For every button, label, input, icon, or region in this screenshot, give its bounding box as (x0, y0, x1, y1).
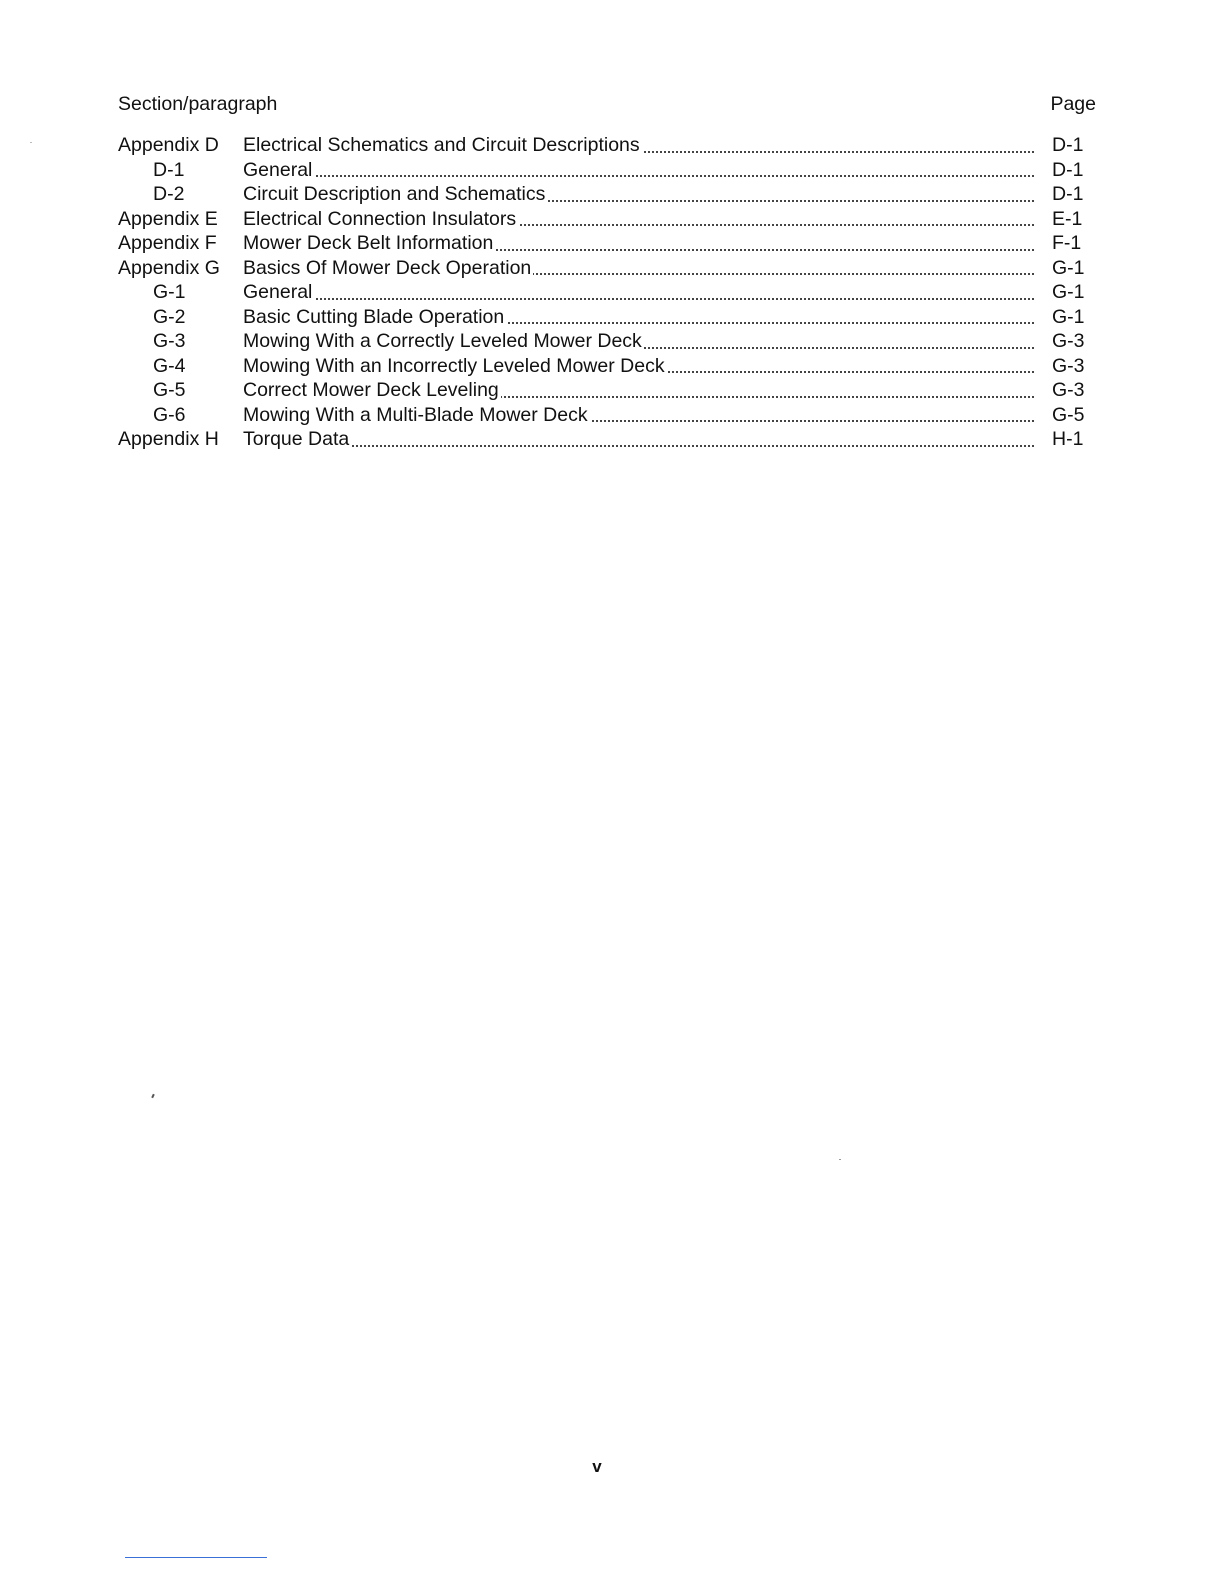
toc-entry-title-leader (243, 329, 1034, 354)
toc-entry-page: G-1 (1052, 305, 1085, 328)
toc-entry-page: G-1 (1052, 256, 1085, 279)
scan-speck (839, 1159, 841, 1160)
toc-entry-title: Basics Of Mower Deck Operation (243, 256, 532, 279)
toc-entry-title-leader (243, 182, 1034, 207)
toc-entry-number: G-6 (153, 403, 186, 426)
dot-leader (243, 445, 1034, 447)
toc-entry-title: Mowing With a Multi-Blade Mower Deck (243, 403, 588, 426)
toc-entry[interactable] (118, 378, 1088, 403)
toc-entry-number: Appendix D (118, 134, 219, 156)
toc-entry-page: G-5 (1052, 403, 1085, 426)
toc-entry-page: G-3 (1052, 330, 1085, 352)
toc-entry[interactable] (118, 403, 1088, 428)
footer-rule (125, 1557, 267, 1558)
toc-entry-title: Electrical Connection Insulators (243, 207, 517, 230)
toc-entry-number: G-1 (153, 281, 186, 303)
toc-entry-number: Appendix G (118, 256, 220, 279)
section-paragraph-heading: Section/paragraph (118, 93, 278, 115)
toc-entry-title-leader (243, 133, 1034, 158)
toc-entry-number: Appendix H (118, 428, 219, 450)
page-heading: Page (1050, 93, 1096, 115)
page-number: v (592, 1457, 602, 1476)
toc-entry-page: G-1 (1052, 281, 1085, 303)
toc-entry-title: Electrical Schematics and Circuit Descriptions (243, 134, 640, 156)
toc-entry-page: D-1 (1052, 134, 1084, 156)
toc-entry-title-leader (243, 256, 1034, 281)
toc-entry-title: Mowing With a Correctly Leveled Mower Deck (243, 330, 642, 352)
toc-entry[interactable] (118, 329, 1088, 354)
toc-entry-title-leader (243, 403, 1034, 428)
toc-entry-page: D-1 (1052, 183, 1084, 205)
toc-entry-number: Appendix E (118, 207, 218, 230)
toc-entry-number: Appendix F (118, 232, 217, 254)
toc-entry-title: Basic Cutting Blade Operation (243, 305, 505, 328)
toc-entry-page: G-3 (1052, 354, 1085, 377)
scan-speck (30, 142, 32, 143)
toc-entry-title: General (243, 158, 313, 181)
toc-entry-page: E-1 (1052, 207, 1083, 230)
toc-entry-number: D-1 (153, 158, 185, 181)
toc-entry-title-leader (243, 207, 1034, 232)
toc-entry-title: General (243, 281, 313, 303)
toc-entry-number: G-2 (153, 305, 186, 328)
toc-entry[interactable] (118, 158, 1088, 183)
scan-speck (151, 1094, 155, 1098)
toc-entry-page: F-1 (1052, 232, 1082, 254)
toc-entry-number: G-3 (153, 330, 186, 352)
toc-entry[interactable] (118, 354, 1088, 379)
toc-entry-number: G-4 (153, 354, 186, 377)
toc-entry-title: Correct Mower Deck Leveling (243, 379, 499, 401)
toc-entry[interactable] (118, 133, 1088, 158)
toc-entry[interactable] (118, 305, 1088, 330)
toc-entry-page: H-1 (1052, 428, 1084, 450)
toc-entry-page: G-3 (1052, 379, 1085, 401)
toc-entry[interactable] (118, 231, 1088, 256)
toc-entry[interactable] (118, 256, 1088, 281)
toc-entry-title-leader (243, 427, 1034, 452)
toc-entry-title-leader (243, 378, 1034, 403)
dot-leader (243, 175, 1034, 177)
toc-header (118, 93, 1096, 119)
toc-entry-title-leader (243, 158, 1034, 183)
toc-entry[interactable] (118, 182, 1088, 207)
toc-entry-title-leader (243, 305, 1034, 330)
dot-leader (243, 298, 1034, 300)
toc-entry-title: Mowing With an Incorrectly Leveled Mower Deck (243, 354, 665, 377)
toc-entry[interactable] (118, 207, 1088, 232)
toc-entry-title: Torque Data (243, 428, 350, 450)
toc-entry-number: D-2 (153, 183, 185, 205)
toc-entry-title-leader (243, 280, 1034, 305)
toc-entry[interactable] (118, 427, 1088, 452)
toc-entry-title-leader (243, 231, 1034, 256)
toc-entry-number: G-5 (153, 379, 186, 401)
toc-entry-title-leader (243, 354, 1034, 379)
toc-entry-page: D-1 (1052, 158, 1084, 181)
toc-entry-title: Mower Deck Belt Information (243, 232, 494, 254)
toc-entry[interactable] (118, 280, 1088, 305)
toc-entry-title: Circuit Description and Schematics (243, 183, 546, 205)
table-of-contents (118, 133, 1088, 452)
